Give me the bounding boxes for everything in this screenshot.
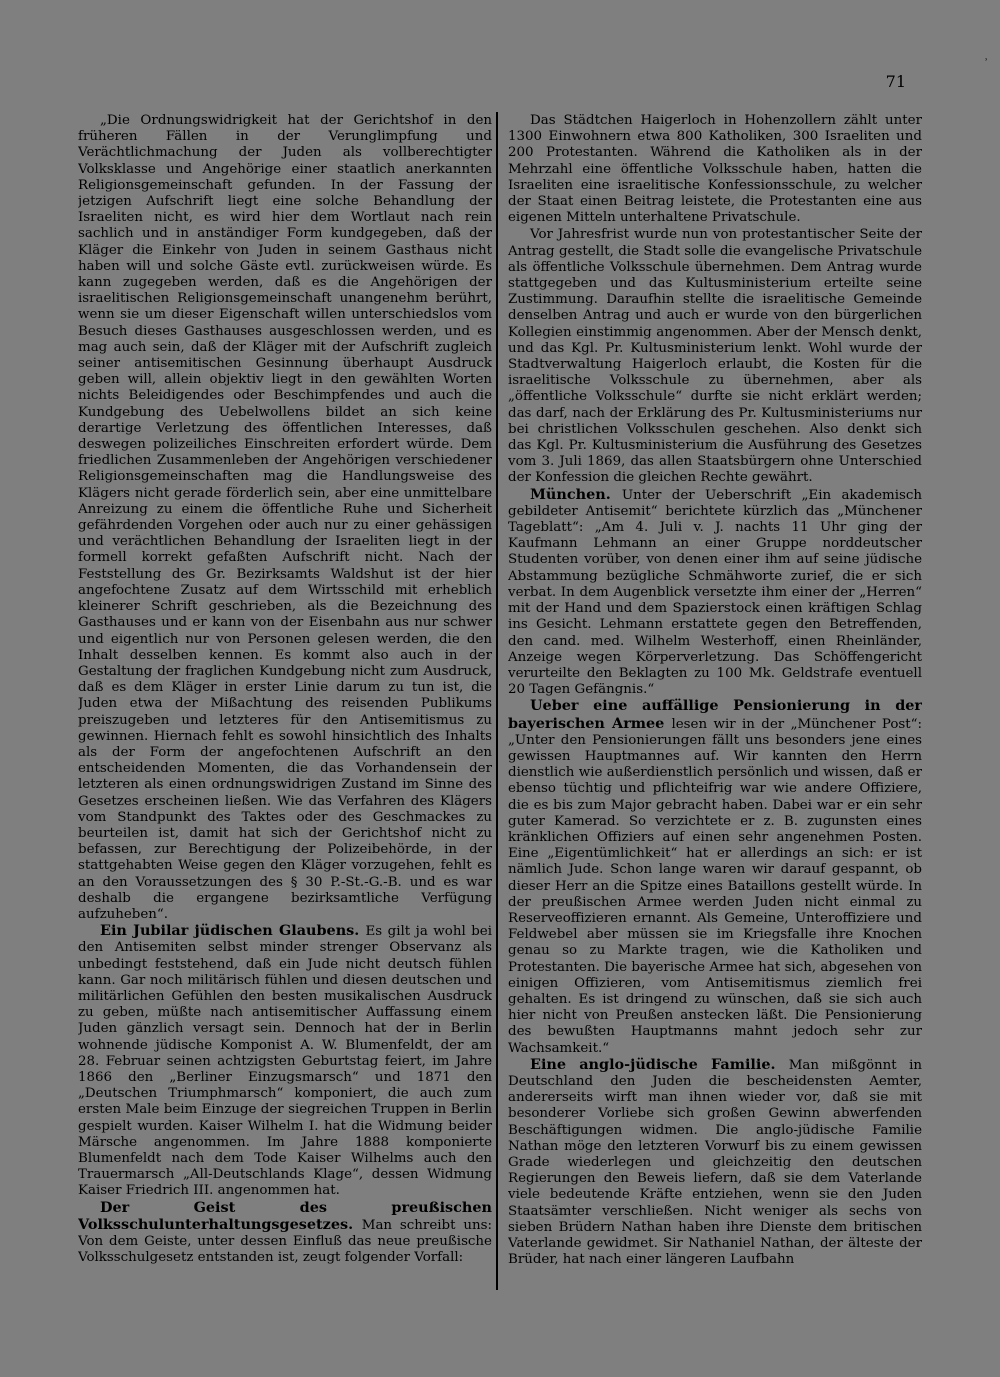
- paragraph-text: „Die Ordnungswidrigkeit hat der Gerichtshof in den früheren Fällen in der Verunglimpfung und Verächtlichmachung der Juden als vollberechtigter Volksklasse und Angehörige einer staatlich anerkannten Religionsgemeinschaft gefunden. In der Fassung der jetzigen Aufschrift liegt eine solche Behandlung der Israeliten nicht, es wird hier dem Wortlaut nach rein sachlich und in anständiger Form kundgegeben, daß der Kläger die Einkehr von Juden in seinem Gasthaus nicht haben will und solche Gäste evtl. zurückweisen würde. Es kann zugegeben werden, daß es die Angehörigen der israelitischen Religionsgemeinschaft unangenehm berührt, wenn sie um dieser Eigenschaft willen unterschiedslos vom Besuch dieses Gasthauses ausgeschlossen werden, und es mag auch sein, daß der Kläger mit der Aufschrift zugleich seiner antisemitischen Gesinnung überhaupt Ausdruck geben will, allein objektiv liegt in den gewählten Worten nichts Beleidigendes oder Beschimpfendes und auch die Kundgebung des Uebelwollens bildet an sich keine derartige Verletzung des öffentlichen Interesses, daß deswegen polizeiliches Einschreiten erfordert würde. Dem friedlichen Zusammenleben der Angehörigen verschiedener Religionsgemeinschaften mag die Handlungsweise des Klägers nicht gerade förderlich sein, aber eine unmittelbare Anreizung zu einem die öffentliche Ruhe und Sicherheit gefährdenden Vorgehen oder auch nur zu einer gehässigen und verächtlichen Behandlung der Israeliten liegt in der formell korrekt gefaßten Aufschrift nicht. Nach der Feststellung des Gr. Bezirksamts Waldshut ist der hier angefochtene Zusatz auf dem Wirtsschild mit erheblich kleinerer Schrift geschrieben, als die Bezeichnung des Gasthauses und er kann von der Eisenbahn aus nur schwer und eigentlich nur von Personen gelesen werden, die den Inhalt desselben kennen. Es kommt also auch in der Gestaltung der fraglichen Kundgebung nicht zum Ausdruck, daß es dem Kläger in erster Linie darum zu tun ist, die Juden etwa der Mißachtung des reisenden Publikums preiszugeben und letzteres für den Antisemitismus zu gewinnen. Hiernach fehlt es sowohl hinsichtlich des Inhalts als der Form der angefochtenen Aufschrift an den entscheidenden Momenten, die das Vorhandensein der letzteren als einen ordnungswidrigen Zustand im Sinne des Gesetzes erscheinen ließen. Wie das Verfahren des Klägers vom Standpunkt des Taktes oder des Geschmackes zu beurteilen ist, damit hat sich der Gerichtshof nicht zu befassen, zur Berechtigung der Polizeibehörde, in der stattgehabten Weise gegen den Kläger vorzugehen, fehlt es an den Voraussetzungen des § 30 P.-St.-G.-B. und es war deshalb die ergangene bezirksamtliche Verfügung aufzuheben“.: [78, 113, 492, 922]
- page-number: 71: [885, 72, 906, 91]
- paragraph-pensionierung: [508, 698, 922, 1056]
- paragraph-heading: Ueber eine auffällige Pensionierung in der bayerischen Armee: [508, 697, 922, 732]
- paragraph-heading: München.: [530, 485, 622, 503]
- right-column: [508, 112, 922, 1292]
- paragraph-text: Vor Jahresfrist wurde nun von protestantischer Seite der Antrag gestellt, die Stadt solle die evangelische Privatschule als öffentliche Volksschule übernehmen. Dem Antrag wurde stattgegeben und das Kultusministerium erteilte seine Zustimmung. Daraufhin stellte die israelitische Gemeinde denselben Antrag und auch er wurde von den bürgerlichen Kollegien einstimmig angenommen. Aber der Mensch denkt, und das Kgl. Pr. Kultusministerium lenkt. Wohl wurde der Stadtverwaltung Haigerloch erlaubt, die Kosten für die israelitische Volksschule zu übernehmen, aber als „öffentliche Volksschule“ durfte sie nicht erklärt werden; das darf, nach der Erklärung des Pr. Kultusministeriums nur bei christlichen Volksschulen geschehen. Also denkt sich das Kgl. Pr. Kultusministerium die Ausführung des Gesetzes vom 3. Juli 1869, das allen Staatsbürgern ohne Unterschied der Konfession die gleichen Rechte gewährt.: [508, 227, 922, 486]
- paragraph-volksschule: [78, 1200, 492, 1267]
- paragraph-text: Es gilt ja wohl bei den Antisemiten selbst minder strenger Observanz als unbedingt feststehend, daß ein Jude nicht deutsch fühlen kann. Gar noch militärisch fühlen und diesen deutschen und militärlichen Gefühlen den besten musikalischen Ausdruck zu geben, müßte nach antisemitischer Auffassung einem Juden gänzlich versagt sein. Dennoch hat der in Berlin wohnende jüdische Komponist A. W. Blumenfeldt, der am 28. Februar seinen achtzigsten Geburtstag feiert, im Jahre 1866 den „Berliner Einzugsmarsch“ und 1871 den „Deutschen Triumphmarsch“ komponiert, die auch zum ersten Male beim Einzuge der siegreichen Truppen in Berlin gespielt wurden. Kaiser Wilhelm I. hat die Widmung beider Märsche angenommen. Im Jahre 1888 komponierte Blumenfeldt nach dem Tode Kaiser Wilhelms auch den Trauermarsch „All-Deutschlands Klage“, dessen Widmung Kaiser Friedrich III. angenommen hat.: [78, 924, 492, 1199]
- paragraph-anglo-juedische-familie: [508, 1057, 922, 1269]
- paragraph-haigerloch: [508, 112, 922, 226]
- corner-mark: ˒: [985, 56, 988, 66]
- paragraph-jubilar: [78, 923, 492, 1199]
- paragraph-heading: Eine anglo-jüdische Familie.: [530, 1055, 789, 1073]
- paragraph-text: Man mißgönnt in Deutschland den Juden die bescheidensten Aemter, andererseits wirft man ihnen wieder vor, daß sie mit besonderer Vorliebe sich großen Gewinn abwerfenden Beschäftigungen widmen. Die anglo-jüdische Familie Nathan möge den letzteren Vorwurf bis zu einem gewissen Grade wiederlegen und gleichzeitig den deutschen Regierungen den Beweis liefern, daß sie dem Vaterlande viele bedeutende Kräfte entziehen, wenn sie den Juden Staatsämter verschließen. Nicht weniger als sechs von sieben Brüdern Nathan haben ihre Dienste dem britischen Vaterlande gewidmet. Sir Nathaniel Nathan, der älteste der Brüder, hat nach einer längeren Laufbahn: [508, 1057, 922, 1268]
- paragraph-heading: Der Geist des preußischen Volksschulunterhaltungsgesetzes.: [78, 1198, 492, 1233]
- paragraph-text: Unter der Ueberschrift „Ein akademisch gebildeter Antisemit“ berichtete kürzlich das „Münchener Tageblatt“: „Am 4. Juli v. J. nachts 11 Uhr ging der Kaufmann Lehmann an einer Gruppe norddeutscher Studenten vorüber, von denen einer ihm auf seine jüdische Abstammung bezügliche Schmähworte zurief, die er sich verbat. In dem Augenblick versetzte ihm einer der „Herren“ mit der Hand und dem Spazierstock einen kräftigen Schlag ins Gesicht. Lehmann erstattete gegen den Betreffenden, den cand. med. Wilhelm Westerhoff, einen Rheinländer, Anzeige wegen Körperverletzung. Das Schöffengericht verurteilte den Beklagten zu 100 Mk. Geldstrafe eventuell 20 Tagen Gefängnis.“: [508, 487, 922, 698]
- paragraph-court-ruling: [78, 112, 492, 923]
- paragraph-heading: Ein Jubilar jüdischen Glaubens.: [100, 922, 366, 940]
- paragraph-antrag: [508, 226, 922, 486]
- paragraph-text: Man schreibt uns: Von dem Geiste, unter dessen Einfluß das neue preußische Volksschulgesetz entstanden ist, zeugt folgender Vorfall:: [78, 1217, 492, 1266]
- column-divider: [496, 112, 498, 1290]
- paragraph-text: Das Städtchen Haigerloch in Hohenzollern zählt unter 1300 Einwohnern etwa 800 Katholiken, 300 Israeliten und 200 Protestanten. Während die Katholiken als in der Mehrzahl eine öffentliche Volksschule haben, hatten die Israeliten eine israelitische Konfessionsschule, zu welcher der Staat einen Beitrag leistete, die Protestanten eine aus eigenen Mitteln unterhaltene Privatschule.: [508, 113, 922, 226]
- paragraph-muenchen: [508, 487, 922, 699]
- left-column: [78, 112, 492, 1292]
- paragraph-text: lesen wir in der „Münchener Post“: „Unter den Pensionierungen fällt uns besonders jene eines gewissen Hauptmannes auf. Wir kannten den Herrn dienstlich wie außerdienstlich persönlich und wissen, daß er ebenso tüchtig und pflichteifrig war wie andere Offiziere, die es bis zum Major gebracht haben. Dabei war er ein sehr guter Kamerad. So verzichtete er z. B. zugunsten eines kränklichen Offiziers auf einen sehr angenehmen Posten. Eine „Eigentümlichkeit“ hat er allerdings an sich: er ist nämlich Jude. Schon lange waren wir darauf gespannt, ob dieser Herr an die Spitze eines Bataillons gestellt würde. In der preußischen Armee werden Juden nicht einmal zu Reserveoffizieren ernannt. Als Gemeine, Unteroffiziere und Feldwebel aber müssen sie im Kriegsfalle ihre Knochen genau so zu Markte tragen, wie die Katholiken und Protestanten. Die bayerische Armee hat sich, abgesehen von einigen Offizieren, vom Antisemitismus ziemlich frei gehalten. Es ist dringend zu wünschen, daß sie sich auch hier nicht von Preußen anstecken läßt. Die Pensionierung des bewußten Hauptmanns mahnt jedoch sehr zur Wachsamkeit.“: [508, 716, 922, 1056]
